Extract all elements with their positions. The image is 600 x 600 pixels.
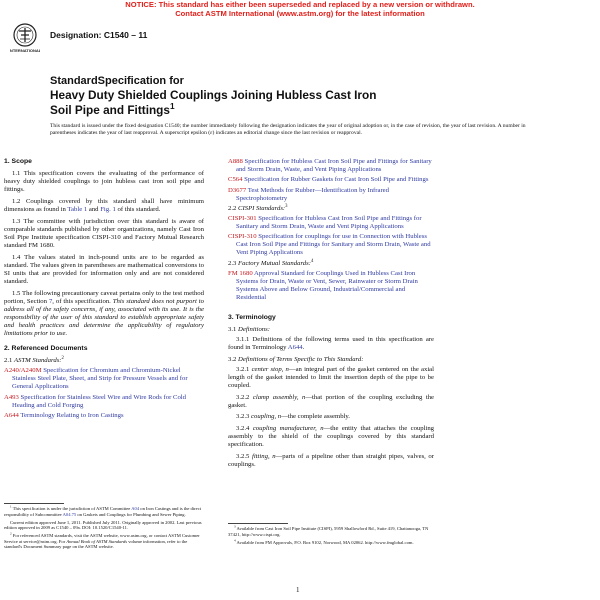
right-column — [228, 158, 434, 473]
para-3-2-num: 3.2 — [228, 355, 239, 363]
footnote-1 — [4, 506, 204, 517]
committee-link[interactable]: A04 — [131, 506, 140, 511]
def-number: 3.2.1 — [236, 365, 252, 373]
subcommittee-link[interactable]: A04.75 — [62, 511, 77, 517]
def-term: fitting, n — [251, 452, 276, 460]
def-term: center stop, n — [251, 365, 289, 373]
ref-title-link[interactable]: Specification for Stainless Steel Wire and Wire Rods for Cold Heading and Cold Forging — [12, 393, 186, 409]
para-3-2-2 — [228, 394, 434, 410]
footnote-1-text-a: This specification is under the jurisdiction of ASTM Committee — [12, 506, 132, 511]
ref-title-link[interactable]: Specification for Rubber Gaskets for Cast Iron Soil Pipe and Fittings — [242, 176, 429, 184]
def-term: coupling manufacturer, n — [252, 425, 324, 433]
ref-title-link[interactable]: Approval Standard for Couplings Used in Hubless Cast Iron Systems for Drain, Waste or Vent, Sewer, Rainwater or Storm Drain Systems Above and Below Ground, Industrial/Commercial and Residential — [236, 269, 418, 301]
footnote-mark-2: 2 — [61, 356, 64, 362]
footnote-1-text-b: on Iron Castings and is the direct responsibility of Subcommittee — [4, 506, 202, 517]
section-1-heading: 1. Scope — [4, 158, 32, 165]
ref-item — [4, 367, 204, 391]
para-1-2-text-b: and — [87, 206, 101, 214]
ref-item — [228, 270, 434, 302]
ref-code-link[interactable]: FM 1680 — [228, 269, 253, 277]
footnote-mark-4: 4 — [310, 258, 314, 264]
ref-code-link[interactable]: C564 — [228, 176, 243, 184]
def-term: clamp assembly, n — [252, 393, 306, 401]
footnote-3-mark: 3 — [234, 524, 236, 529]
ref-title-link[interactable]: Specification for couplings for use in Connection with Hubless Cast Iron Soil Pipe and Fittings for Sanitary and Storm Drain, Waste and Vent Piping Applications — [236, 233, 431, 257]
footnote-3 — [228, 526, 434, 537]
ref-item — [228, 187, 434, 203]
ref-title-link[interactable]: Specification for Hubless Cast Iron Soil Pipe and Fittings for Sanitary and Storm Drain, Waste and Vent Piping Applications — [236, 214, 422, 231]
para-2-1-title: ASTM Standards: — [14, 357, 62, 365]
footnote-1-edition: Current edition approved June 1, 2011. Published July 2011. Originally approved in 2002. Last previous edition approved in 2009 as C1540 – 09a. DOI: 10.1520/C1540-11. — [4, 519, 202, 531]
para-1-5 — [4, 290, 204, 339]
footnote-4 — [228, 540, 434, 546]
page-number: 1 — [296, 586, 300, 594]
document-title — [50, 75, 470, 117]
para-1-2-text-c: of this standard. — [115, 206, 161, 214]
para-1-5-text-b: , of this specification. — [52, 297, 113, 305]
left-column — [4, 158, 204, 422]
footnote-rule-left — [4, 503, 64, 504]
issuance-note: This standard is issued under the fixed designation C1540; the number immediately following the designation indicates the year of original adoption or, in the case of revision, the year of last revision. A number in parentheses indicates the year of last reapproval. A superscript epsilon (ε) indicates an editorial change since the last revision or reapproval. — [50, 123, 526, 137]
def-number: 3.2.5 — [236, 452, 252, 460]
para-2-1-num: 2.1 — [4, 357, 15, 365]
title-line-2: Heavy Duty Shielded Couplings Joining Hubless Cast Iron — [50, 88, 377, 102]
designation: Designation: C1540 – 11 — [50, 30, 148, 40]
ref-code-link[interactable]: CISPI-301 — [228, 214, 257, 222]
para-3-1-1 — [228, 336, 434, 352]
para-2-2 — [228, 205, 434, 213]
para-2-3 — [228, 260, 434, 268]
fig-1-link[interactable]: Fig. 1 — [100, 206, 116, 214]
para-3-2-title: Definitions of Terms Specific to This Standard: — [238, 355, 364, 363]
footnote-4-mark: 4 — [234, 538, 236, 543]
title-line-3 — [50, 103, 470, 118]
footnote-2-ital: Annual Book of ASTM Standards — [66, 538, 128, 544]
ref-item — [228, 215, 434, 231]
safety-caveat: This standard does not purport to address all of the safety concerns, if any, associated with its use. It is the responsibility of the user of this standard to establish appropriate safety and health practices and determine the applicability of regulatory limitations prior to use. — [4, 297, 204, 338]
footnote-4-text: Available from FM Approvals, P.O. Box 9102, Norwood, MA 02062. http://www.fmglobal.com. — [236, 539, 414, 545]
ref-code-link[interactable]: CISPI-310 — [228, 233, 257, 241]
title-footnote-mark: 1 — [169, 101, 175, 111]
para-3-2 — [228, 356, 434, 364]
def-text: —the complete assembly. — [281, 413, 350, 421]
def-number: 3.2.2 — [236, 393, 253, 401]
ref-title-link[interactable]: Test Methods for Rubber—Identification by Infrared Spectrophotometry — [236, 186, 389, 202]
ref-code-link[interactable]: D3677 — [228, 186, 247, 194]
para-3-1-num: 3.1 — [228, 326, 239, 334]
footnotes-right — [228, 526, 434, 548]
para-3-1-title: Definitions: — [238, 326, 270, 334]
para-1-1: 1.1 This specification covers the evaluating of the performance of heavy duty shielded couplings to join hubless cast iron soil pipe and fittings. — [4, 170, 204, 194]
footnote-3-text: Available from Cast Iron Soil Pipe Institute (CISPI), 5959 Shallowford Rd., Suite 419, Chattanooga, TN 37421, http://www.cispi.org. — [228, 526, 429, 537]
para-3-1-1-text-b: . — [302, 344, 305, 352]
table-1-link[interactable]: Table 1 — [67, 206, 88, 214]
para-1-2-text-a: 1.2 Couplings covered by this standard shall have minimum dimensions as found in — [4, 197, 204, 214]
footnote-2 — [4, 533, 204, 550]
logo-caption: INTERNATIONAL — [10, 48, 40, 53]
footnote-2-mark: 2 — [10, 531, 12, 536]
section-7-link[interactable]: 7 — [48, 297, 53, 305]
para-1-3: 1.3 The committee with jurisdiction over this standard is aware of comparable standards published by other organizations, namely Cast Iron Soil Pipe Institute specification CISPI-310 and Factory Mutual Research standard FM 1680. — [4, 217, 204, 250]
ref-item — [228, 158, 434, 174]
para-3-1-1-text-a: 3.1.1 Definitions of the following terms used in this specification are found in Terminology — [228, 336, 434, 352]
para-3-2-5 — [228, 453, 434, 469]
para-3-2-4 — [228, 425, 434, 449]
ref-code-link[interactable]: A888 — [228, 158, 243, 165]
ref-item — [4, 394, 204, 410]
def-text: —the entity that attaches the coupling assembly to the shield of the couplings covered by this standard specification. — [228, 425, 435, 449]
para-2-3-title: Factory Mutual Standards: — [238, 259, 311, 267]
ref-title-link[interactable]: Specification for Chromium and Chromium-Nickel Stainless Steel Plate, Sheet, and Strip for Pressure Vessels and for General Applications — [12, 367, 188, 391]
def-text: —that portion of the coupling excluding the gasket. — [228, 393, 435, 409]
footnote-1-mark: 1 — [10, 504, 12, 509]
para-1-2 — [4, 198, 204, 214]
ref-code-link[interactable]: A644 — [4, 412, 19, 420]
ref-title-link[interactable]: Specification for Hubless Cast Iron Soil Pipe and Fittings for Sanitary and Storm Drain, Waste, and Vent Piping Applications — [236, 158, 432, 174]
title-line-3-text: Soil Pipe and Fittings — [50, 102, 170, 117]
ref-item — [4, 412, 204, 420]
footnote-mark-3: 3 — [285, 203, 288, 209]
ref-item — [228, 176, 434, 184]
footnote-1-text-c: on Gaskets and Couplings for Plumbing and Sewer Piping. — [76, 511, 186, 517]
section-3-heading: 3. Terminology — [228, 314, 276, 322]
footnote-2-text-b: volume information, refer to the standard's Document Summary page on the ASTM website. — [4, 538, 188, 550]
footnotes-left — [4, 506, 204, 552]
para-1-4: 1.4 The values stated in inch-pound units are to be regarded as standard. The values given in parentheses are mathematical conversions to SI units that are provided for information only and are not considered standard. — [4, 253, 204, 285]
para-3-1 — [228, 326, 434, 334]
def-text: —parts of a pipeline other than straight pipes, valves, or couplings. — [228, 452, 434, 468]
para-2-1 — [4, 357, 204, 365]
para-2-2-num: 2.2 — [228, 205, 239, 213]
def-number: 3.2.4 — [236, 425, 253, 433]
para-2-3-num: 2.3 — [228, 259, 239, 267]
def-number: 3.2.3 — [236, 413, 252, 421]
def-term: coupling, n — [251, 413, 282, 421]
supersede-notice — [0, 0, 600, 18]
ref-title-link[interactable]: Terminology Relating to Iron Castings — [18, 412, 124, 420]
def-text: —an integral part of the gasket centered on the axial length of the gasket intended to limit the insertion depth of the pipe to be coupled. — [228, 365, 434, 389]
para-3-2-1 — [228, 366, 434, 390]
para-3-2-3 — [228, 413, 434, 421]
ref-code-link[interactable]: A240/A240M — [4, 367, 42, 375]
para-1-5-text-a: 1.5 The following precautionary caveat pertains only to the test method portion, Section — [4, 289, 204, 305]
title-line-1: StandardSpecification for — [50, 75, 184, 87]
a644-link[interactable]: A644 — [287, 344, 303, 352]
para-2-2-title: CISPI Standards: — [238, 205, 286, 213]
ref-item — [228, 233, 434, 257]
astm-logo — [10, 22, 40, 54]
ref-code-link[interactable]: A493 — [4, 393, 19, 401]
footnote-2-text-a: For referenced ASTM standards, visit the ASTM website, www.astm.org, or contact ASTM Customer Service at service@astm.org. For — [4, 533, 200, 544]
notice-line-2: Contact ASTM International (www.astm.org) for the latest information — [175, 9, 425, 18]
section-2-heading: 2. Referenced Documents — [4, 345, 88, 353]
notice-line-1: NOTICE: This standard has either been superseded and replaced by a new version or withdrawn. — [125, 0, 475, 9]
footnote-rule-right — [228, 523, 288, 524]
